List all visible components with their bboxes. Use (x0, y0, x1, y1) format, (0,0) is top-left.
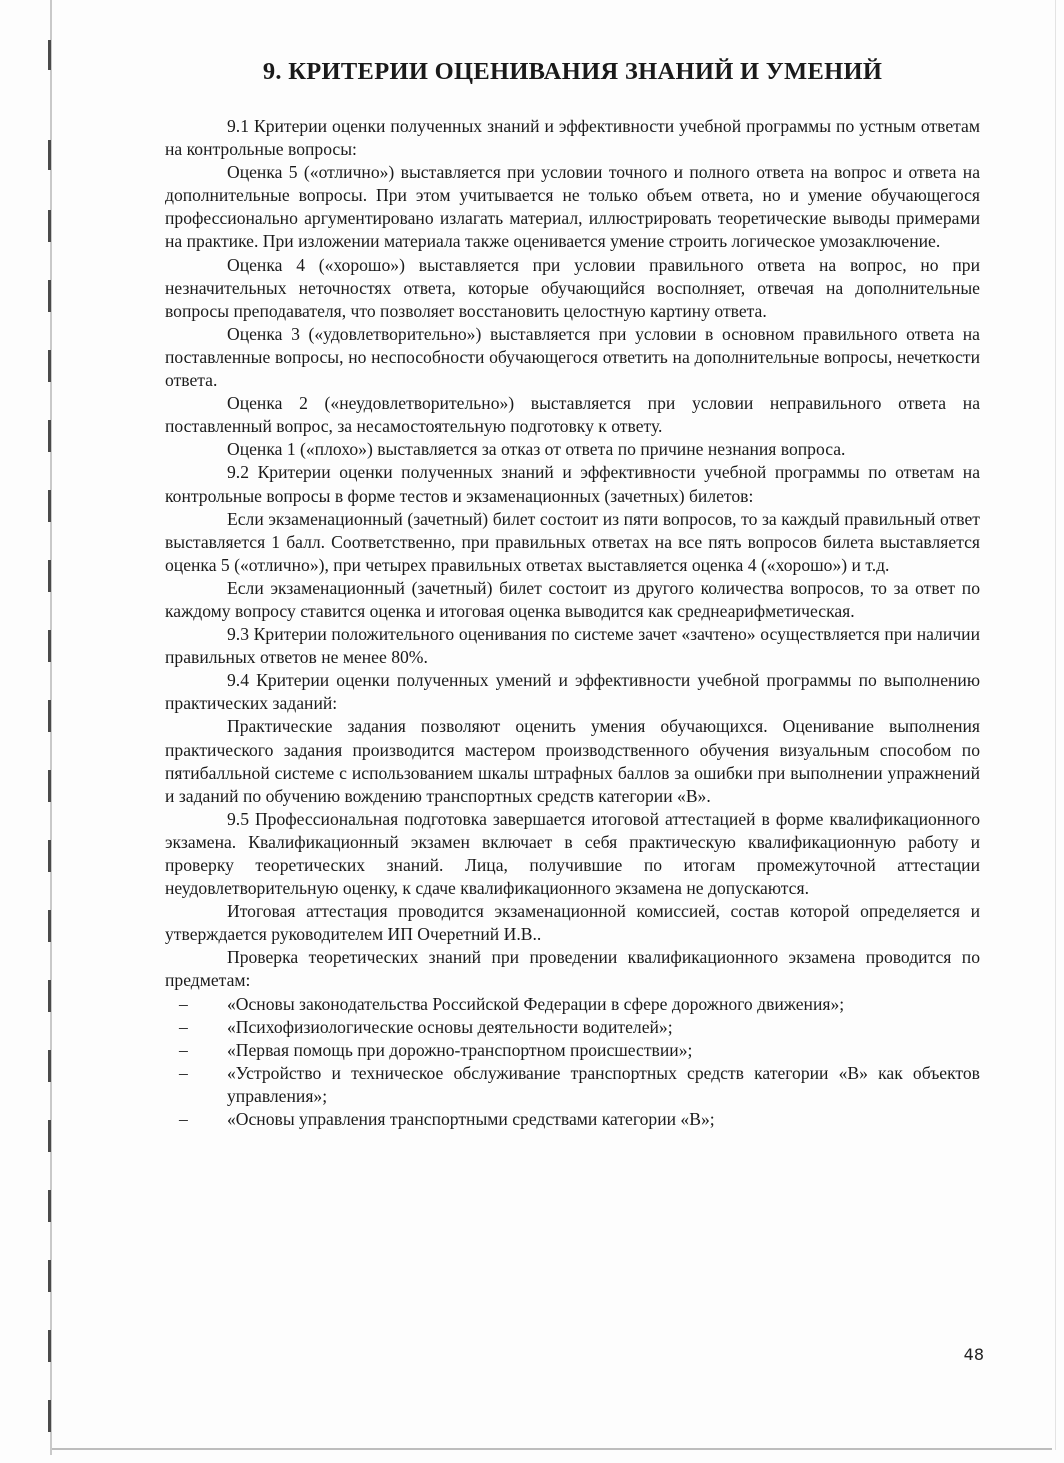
paragraph-grade-4: Оценка 4 («хорошо») выставляется при условии правильного ответа на вопрос, но при незначительных неточностях ответа, которые обучающийся восполняет, отвечая на дополнительные вопросы преподавателя, что позволяет восстановить целостную картину ответа. (165, 254, 980, 321)
paragraph-practical: Практические задания позволяют оценить умения обучающихся. Оценивание выполнения практического задания производится мастером производственного обучения визуальным способом по пятибалльной системе с использованием шкалы штрафных баллов за ошибки при выполнении упражнений и заданий по обучению вождению транспортных средств категории «В». (165, 716, 980, 806)
paragraph-9-5: 9.5 Профессиональная подготовка завершается итоговой аттестацией в форме квалификационного экзамена. Квалификационный экзамен включает в себя практическую квалификационную работу и проверку теоретических знаний. Лица, получившие по итогам промежуточной аттестации неудовлетворительную оценку, к сдаче квалификационного экзамена не допускаются. (165, 808, 980, 899)
list-item-text: «Психофизиологические основы деятельности водителей»; (227, 1016, 673, 1037)
list-dash: – (179, 1016, 188, 1037)
binding-holes (44, 0, 54, 1463)
list-dash: – (179, 1109, 188, 1130)
paragraph-other-count: Если экзаменационный (зачетный) билет состоит из другого количества вопросов, то за ответ по каждому вопросу ставится оценка и итоговая оценка выводится как среднеарифметическая. (165, 577, 980, 621)
section-heading: 9. КРИТЕРИИ ОЦЕНИВАНИЯ ЗНАНИЙ И УМЕНИЙ (262, 58, 883, 85)
page-right-edge (1055, 0, 1056, 1450)
list-dash: – (179, 1062, 188, 1083)
list-item-text: «Устройство и техническое обслуживание транспортных средств категории «В» как объектов управления»; (227, 1062, 980, 1106)
paragraph-9-1: 9.1 Критерии оценки полученных знаний и эффективности учебной программы по устным ответам на контрольные вопросы: (165, 116, 980, 160)
paragraph-attestation: Итоговая аттестация проводится экзаменационной комиссией, состав которой определяется и утверждается руководителем ИП Очеретний И.В.. (165, 901, 980, 945)
paragraph-9-4: 9.4 Критерии оценки полученных умений и эффективности учебной программы по выполнению практических заданий: (165, 670, 980, 714)
page-bottom-edge (52, 1448, 1052, 1450)
list-item-text: «Основы управления транспортными средствами категории «В»; (227, 1109, 715, 1130)
list-item-text: «Первая помощь при дорожно-транспортном происшествии»; (227, 1039, 693, 1060)
document-body (165, 115, 980, 1131)
page-number: 48 (963, 1345, 984, 1364)
paragraph-grade-2: Оценка 2 («неудовлетворительно») выставляется при условии неправильного ответа на поставленный вопрос, за несамостоятельную подготовку к ответу. (165, 393, 980, 437)
list-item (165, 1108, 980, 1131)
paragraph-9-3: 9.3 Критерии положительного оценивания по системе зачет «зачтено» осуществляется при наличии правильных ответов не менее 80%. (165, 624, 980, 668)
list-item (165, 1016, 980, 1039)
paragraph-grade-5: Оценка 5 («отлично») выставляется при условии точного и полного ответа на вопрос и ответа на дополнительные вопросы. При этом учитывается не только объем ответа, но и умение обучающегося профессионально аргументировано излагать материал, иллюстрировать теоретические выводы примерами на практике. При изложении материала также оценивается умение строить логическое умозаключение. (165, 162, 980, 252)
list-item-text: «Основы законодательства Российской Федерации в сфере дорожного движения»; (227, 993, 845, 1014)
list-item (165, 993, 980, 1016)
list-dash: – (179, 993, 188, 1014)
paragraph-9-2: 9.2 Критерии оценки полученных знаний и эффективности учебной программы по ответам на контрольные вопросы в форме тестов и экзаменационных (зачетных) билетов: (165, 462, 980, 506)
paragraph-grade-3: Оценка 3 («удовлетворительно») выставляется при условии в основном правильного ответа на поставленные вопросы, но неспособности обучающегося ответить на дополнительные вопросы, нечеткости ответа. (165, 323, 980, 391)
paragraph-five-questions: Если экзаменационный (зачетный) билет состоит из пяти вопросов, то за каждый правильный ответ выставляется 1 балл. Соответственно, при правильных ответах на все пять вопросов билета выставляется оценка 5 («отлично»), при четырех правильных ответах выставляется оценка 4 («хорошо») и т.д. (165, 508, 980, 575)
subjects-list (165, 993, 980, 1132)
list-item (165, 1062, 980, 1108)
list-dash: – (179, 1039, 188, 1060)
paragraph-theory-check: Проверка теоретических знаний при проведении квалификационного экзамена проводится по предметам: (165, 947, 980, 991)
list-item (165, 1039, 980, 1062)
paragraph-grade-1: Оценка 1 («плохо») выставляется за отказ от ответа по причине незнания вопроса. (227, 439, 846, 460)
